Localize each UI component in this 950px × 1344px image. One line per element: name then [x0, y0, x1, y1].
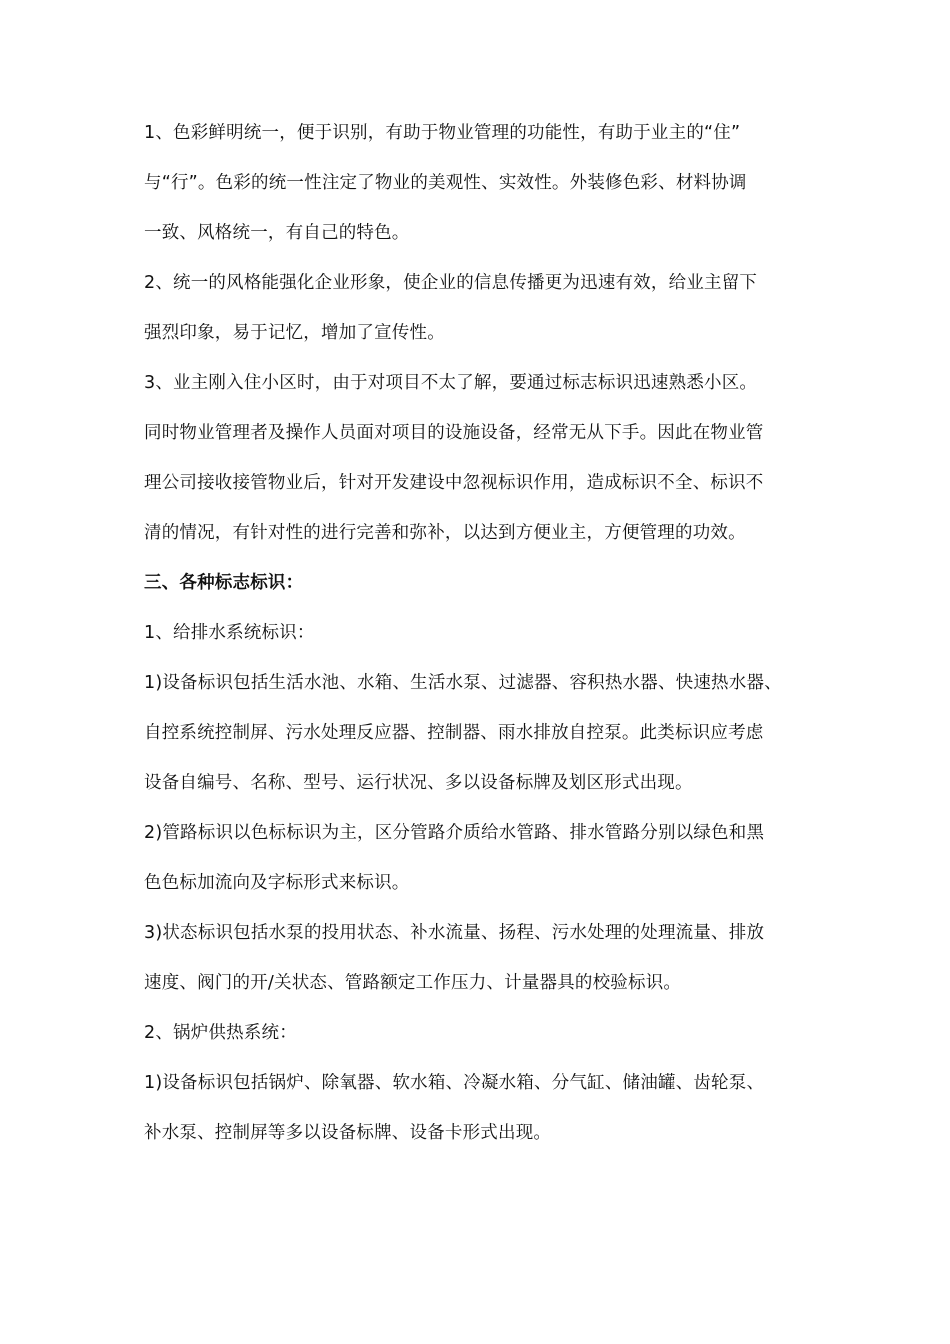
document-body [144, 108, 808, 1158]
boiler-item-1-line-1: 1)设备标识包括锅炉、除氧器、软水箱、冷凝水箱、分气缸、储油罐、齿轮泵、 [144, 1073, 765, 1093]
subsection-heading-boiler: 2、锅炉供热系统： [144, 1023, 297, 1043]
water-item-1-line-2: 自控系统控制屏、污水处理反应器、控制器、雨水排放自控泵。此类标识应考虑 [144, 723, 764, 743]
paragraph-2-line-2: 强烈印象，易于记忆，增加了宣传性。 [144, 323, 445, 343]
paragraph-3-line-2: 同时物业管理者及操作人员面对项目的设施设备，经常无从下手。因此在物业管 [144, 423, 764, 443]
water-item-2-line-2: 色色标加流向及字标形式来标识。 [144, 873, 410, 893]
water-item-3-line-2: 速度、阀门的开/关状态、管路额定工作压力、计量器具的校验标识。 [144, 973, 682, 993]
paragraph-1-line-1: 1、色彩鲜明统一，便于识别，有助于物业管理的功能性，有助于业主的“住” [144, 123, 741, 143]
paragraph-3-line-3: 理公司接收接管物业后，针对开发建设中忽视标识作用，造成标识不全、标识不 [144, 473, 764, 493]
water-item-2-line-1: 2)管路标识以色标标识为主，区分管路介质给水管路、排水管路分别以绿色和黑 [144, 823, 765, 843]
section-heading: 三、各种标志标识： [144, 573, 304, 593]
paragraph-2-line-1: 2、统一的风格能强化企业形象，使企业的信息传播更为迅速有效，给业主留下 [144, 273, 758, 293]
subsection-heading-water: 1、给排水系统标识： [144, 623, 315, 643]
water-item-3-line-1: 3)状态标识包括水泵的投用状态、补水流量、扬程、污水处理的处理流量、排放 [144, 923, 765, 943]
boiler-item-1-line-2: 补水泵、控制屏等多以设备标牌、设备卡形式出现。 [144, 1123, 552, 1143]
paragraph-3-line-4: 清的情况，有针对性的进行完善和弥补，以达到方便业主，方便管理的功效。 [144, 523, 746, 543]
paragraph-3-line-1: 3、业主刚入住小区时，由于对项目不太了解，要通过标志标识迅速熟悉小区。 [144, 373, 758, 393]
water-item-1-line-1: 1)设备标识包括生活水池、水箱、生活水泵、过滤器、容积热水器、快速热水器、 [144, 673, 782, 693]
paragraph-1-line-2: 与“行”。色彩的统一性注定了物业的美观性、实效性。外装修色彩、材料协调 [144, 173, 747, 193]
paragraph-1-line-3: 一致、风格统一，有自己的特色。 [144, 223, 410, 243]
water-item-1-line-3: 设备自编号、名称、型号、运行状况、多以设备标牌及划区形式出现。 [144, 773, 693, 793]
